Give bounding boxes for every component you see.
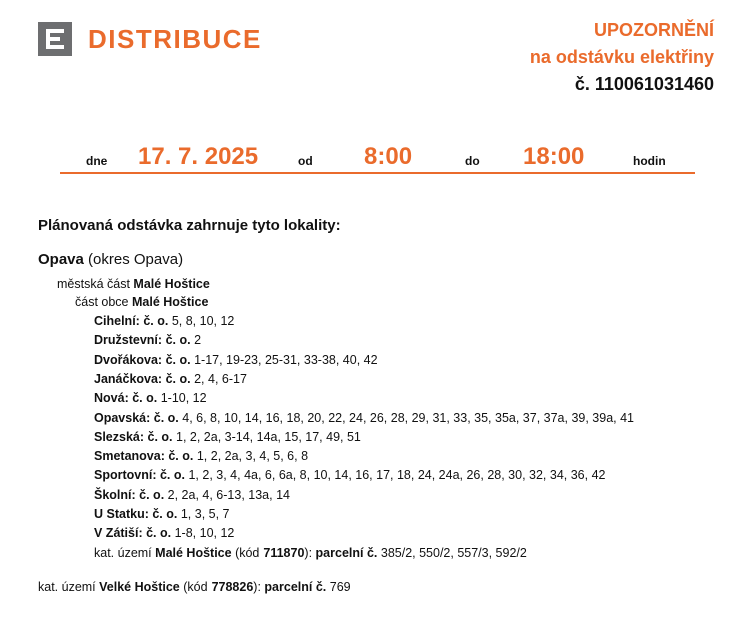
street-name: U Statku: [94, 507, 149, 521]
house-numbers: 1-8, 10, 12 [174, 526, 235, 541]
city-district: (okres Opava) [88, 251, 184, 268]
company-logo [38, 22, 262, 56]
code-open: (kód [183, 580, 208, 594]
municipality-part [75, 294, 208, 310]
house-numbers: 1, 2, 2a, 3-14, 14a, 15, 17, 49, 51 [176, 429, 361, 444]
cadastral-code: 778826 [211, 580, 254, 594]
cadastral-code: 711870 [263, 546, 305, 560]
street-row [94, 487, 290, 503]
municipality-part-name: Malé Hoštice [132, 295, 209, 309]
parcel-label: parcelní č. [264, 580, 327, 594]
street-name: Cihelní: [94, 314, 140, 328]
street-row [94, 371, 247, 387]
code-close: ): [304, 546, 313, 560]
street-name: Slezská: [94, 429, 145, 444]
house-numbers: 4, 6, 8, 10, 14, 16, 18, 20, 22, 24, 26, 28, 29, 31, 33, 35, 35a, 37, 37a, 39, 39a, 41 [182, 410, 635, 425]
notice-subtitle: na odstávku elektřiny [529, 47, 714, 67]
street-name: V Zátiší: [94, 526, 143, 541]
street-name: Školní: [94, 487, 136, 502]
cez-logo-icon [38, 22, 72, 56]
house-numbers: 2 [194, 333, 202, 348]
parcel-numbers: 769 [329, 580, 351, 594]
house-number-label: č. o. [153, 410, 179, 425]
to-label: do [465, 154, 480, 168]
house-numbers: 2, 2a, 4, 6-13, 13a, 14 [167, 487, 290, 502]
house-number-label: č. o. [146, 526, 172, 541]
from-label: od [298, 154, 313, 168]
street-name: Dvořákova: [94, 352, 163, 367]
street-row [94, 525, 234, 541]
street-row [94, 506, 230, 522]
cadastral-name: Malé Hoštice [155, 546, 232, 560]
house-numbers: 5, 8, 10, 12 [171, 314, 235, 328]
house-number-label: č. o. [152, 507, 178, 521]
district-part-name: Malé Hoštice [133, 277, 210, 291]
cadastral-prefix: kat. území [94, 546, 152, 560]
code-close: ): [253, 580, 261, 594]
house-number-label: č. o. [159, 468, 185, 483]
street-name: Družstevní: [94, 333, 163, 348]
cadastral-name: Velké Hoštice [99, 580, 180, 594]
district-part [57, 276, 210, 292]
street-name: Nová: [94, 391, 129, 406]
street-row [94, 390, 207, 406]
house-numbers: 1, 2, 2a, 3, 4, 5, 6, 8 [196, 449, 309, 464]
city-line [38, 251, 183, 268]
date-label: dne [86, 154, 108, 168]
district-part-label: městská část [57, 277, 130, 291]
parcel-numbers: 385/2, 550/2, 557/3, 592/2 [380, 546, 527, 560]
outage-date: 17. 7. 2025 [138, 143, 259, 170]
house-number-label: č. o. [139, 487, 165, 502]
outage-schedule [60, 141, 695, 174]
house-number-label: č. o. [132, 391, 158, 406]
end-time: 18:00 [523, 143, 585, 170]
street-row [94, 313, 234, 329]
locations-heading: Plánovaná odstávka zahrnuje tyto lokality: [38, 217, 341, 234]
house-number-label: č. o. [165, 333, 191, 348]
house-numbers: 1, 2, 3, 4, 4a, 6, 6a, 8, 10, 14, 16, 17, 18, 24, 24a, 26, 28, 30, 32, 34, 36, 42 [188, 468, 606, 483]
notice-header [530, 17, 714, 98]
house-number-label: č. o. [147, 429, 173, 444]
house-number-label: č. o. [165, 352, 191, 367]
street-name: Sportovní: [94, 468, 157, 483]
house-numbers: 1-10, 12 [160, 391, 207, 406]
hours-label: hodin [633, 154, 666, 168]
street-row [94, 448, 308, 464]
house-number-label: č. o. [168, 449, 194, 464]
street-row [94, 352, 378, 368]
municipality-part-label: část obce [75, 295, 129, 309]
code-open: (kód [235, 546, 260, 560]
street-name: Smetanova: [94, 449, 165, 464]
city-name: Opava [38, 251, 84, 268]
house-numbers: 1-17, 19-23, 25-31, 33-38, 40, 42 [194, 352, 378, 367]
house-numbers: 1, 3, 5, 7 [180, 507, 230, 521]
street-row [94, 467, 605, 483]
street-name: Opavská: [94, 410, 151, 425]
house-numbers: 2, 4, 6-17 [194, 371, 247, 386]
cadastral-area-1 [94, 545, 527, 561]
parcel-label: parcelní č. [315, 546, 378, 560]
notice-number: č. 110061031460 [574, 74, 714, 94]
street-row [94, 429, 361, 445]
brand-name: DISTRIBUCE [88, 23, 262, 54]
street-name: Janáčkova: [94, 371, 163, 386]
cadastral-area-2 [38, 579, 351, 595]
notice-title: UPOZORNĚNÍ [593, 20, 714, 40]
house-number-label: č. o. [143, 314, 169, 328]
start-time: 8:00 [364, 143, 413, 170]
street-row [94, 410, 634, 426]
cadastral-prefix: kat. území [38, 580, 96, 594]
street-row [94, 332, 201, 348]
house-number-label: č. o. [165, 371, 191, 386]
